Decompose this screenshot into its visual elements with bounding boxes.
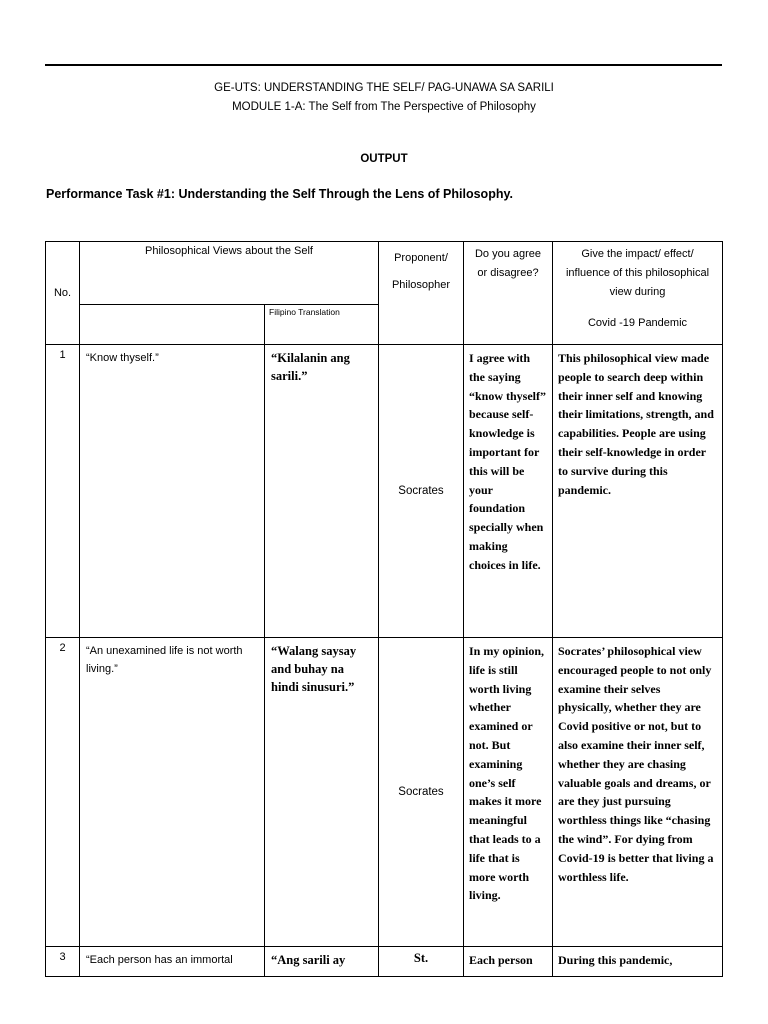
philosopher-cell: Socrates [379, 638, 464, 947]
table-row [46, 947, 723, 977]
row-number: 2 [46, 638, 80, 947]
header-views: Philosophical Views about the Self [80, 242, 379, 305]
agree-cell: I agree with the saying “know thyself” because self-knowledge is important for this will be your foundation specially when making choices in life. [464, 345, 553, 638]
philosopher-cell: Socrates [379, 345, 464, 638]
output-label: OUTPUT [360, 153, 408, 165]
agree-cell: In my opinion, life is still worth living whether examined or not. But examining one’s self makes it more meaningful that leads to a life that is more worth living. [464, 638, 553, 947]
translation-cell: “Kilalanin ang sarili.” [265, 345, 379, 638]
impact-cell: During this pandemic, [553, 947, 723, 977]
row-number: 3 [46, 947, 80, 977]
philosophy-table [45, 241, 723, 977]
header-impact-text: Give the impact/ effect/ influence of this philosophical view during [565, 248, 710, 298]
header-views-blank [80, 305, 265, 345]
philosopher-cell: St. [379, 947, 464, 977]
top-rule [45, 64, 722, 66]
view-cell: “An unexamined life is not worth living.” [80, 638, 265, 947]
header-proponent-line2: Philosopher [391, 279, 451, 291]
table-row [46, 638, 723, 947]
header-no: No. [46, 242, 80, 345]
view-cell: “Each person has an immortal [80, 947, 265, 977]
impact-cell: This philosophical view made people to search deep within their inner self and knowing their limitations, strength, and capabilities. People are using their self-knowledge in order to survive during this pandemic. [553, 345, 723, 638]
header-proponent-line1: Proponent/ [394, 252, 448, 264]
header-translation: Filipino Translation [265, 305, 379, 345]
table-row [46, 345, 723, 638]
module-title: MODULE 1-A: The Self from The Perspective of Philosophy [232, 101, 536, 113]
translation-cell: “Walang saysay and buhay na hindi sinusuri.” [265, 638, 379, 947]
header-agree: Do you agree or disagree? [464, 242, 553, 345]
task-title: Performance Task #1: Understanding the Self Through the Lens of Philosophy. [46, 187, 513, 201]
agree-cell: Each person [464, 947, 553, 977]
impact-cell: Socrates’ philosophical view encouraged people to not only examine their selves physically, whether they are Covid positive or not, but to also examine their inner self, whether they are chasing valuable goals and dreams, or are they just pursuing worthless things like “chasing the wind”. For dying from Covid-19 is better that living a worthless life. [553, 638, 723, 947]
course-title: GE-UTS: UNDERSTANDING THE SELF/ PAG-UNAWA SA SARILI [214, 82, 554, 94]
header-impact-sub: Covid -19 Pandemic [587, 317, 688, 329]
header-impact [553, 242, 723, 345]
row-number: 1 [46, 345, 80, 638]
header-proponent [379, 242, 464, 345]
translation-cell: “Ang sarili ay [265, 947, 379, 977]
view-cell: “Know thyself.” [80, 345, 265, 638]
